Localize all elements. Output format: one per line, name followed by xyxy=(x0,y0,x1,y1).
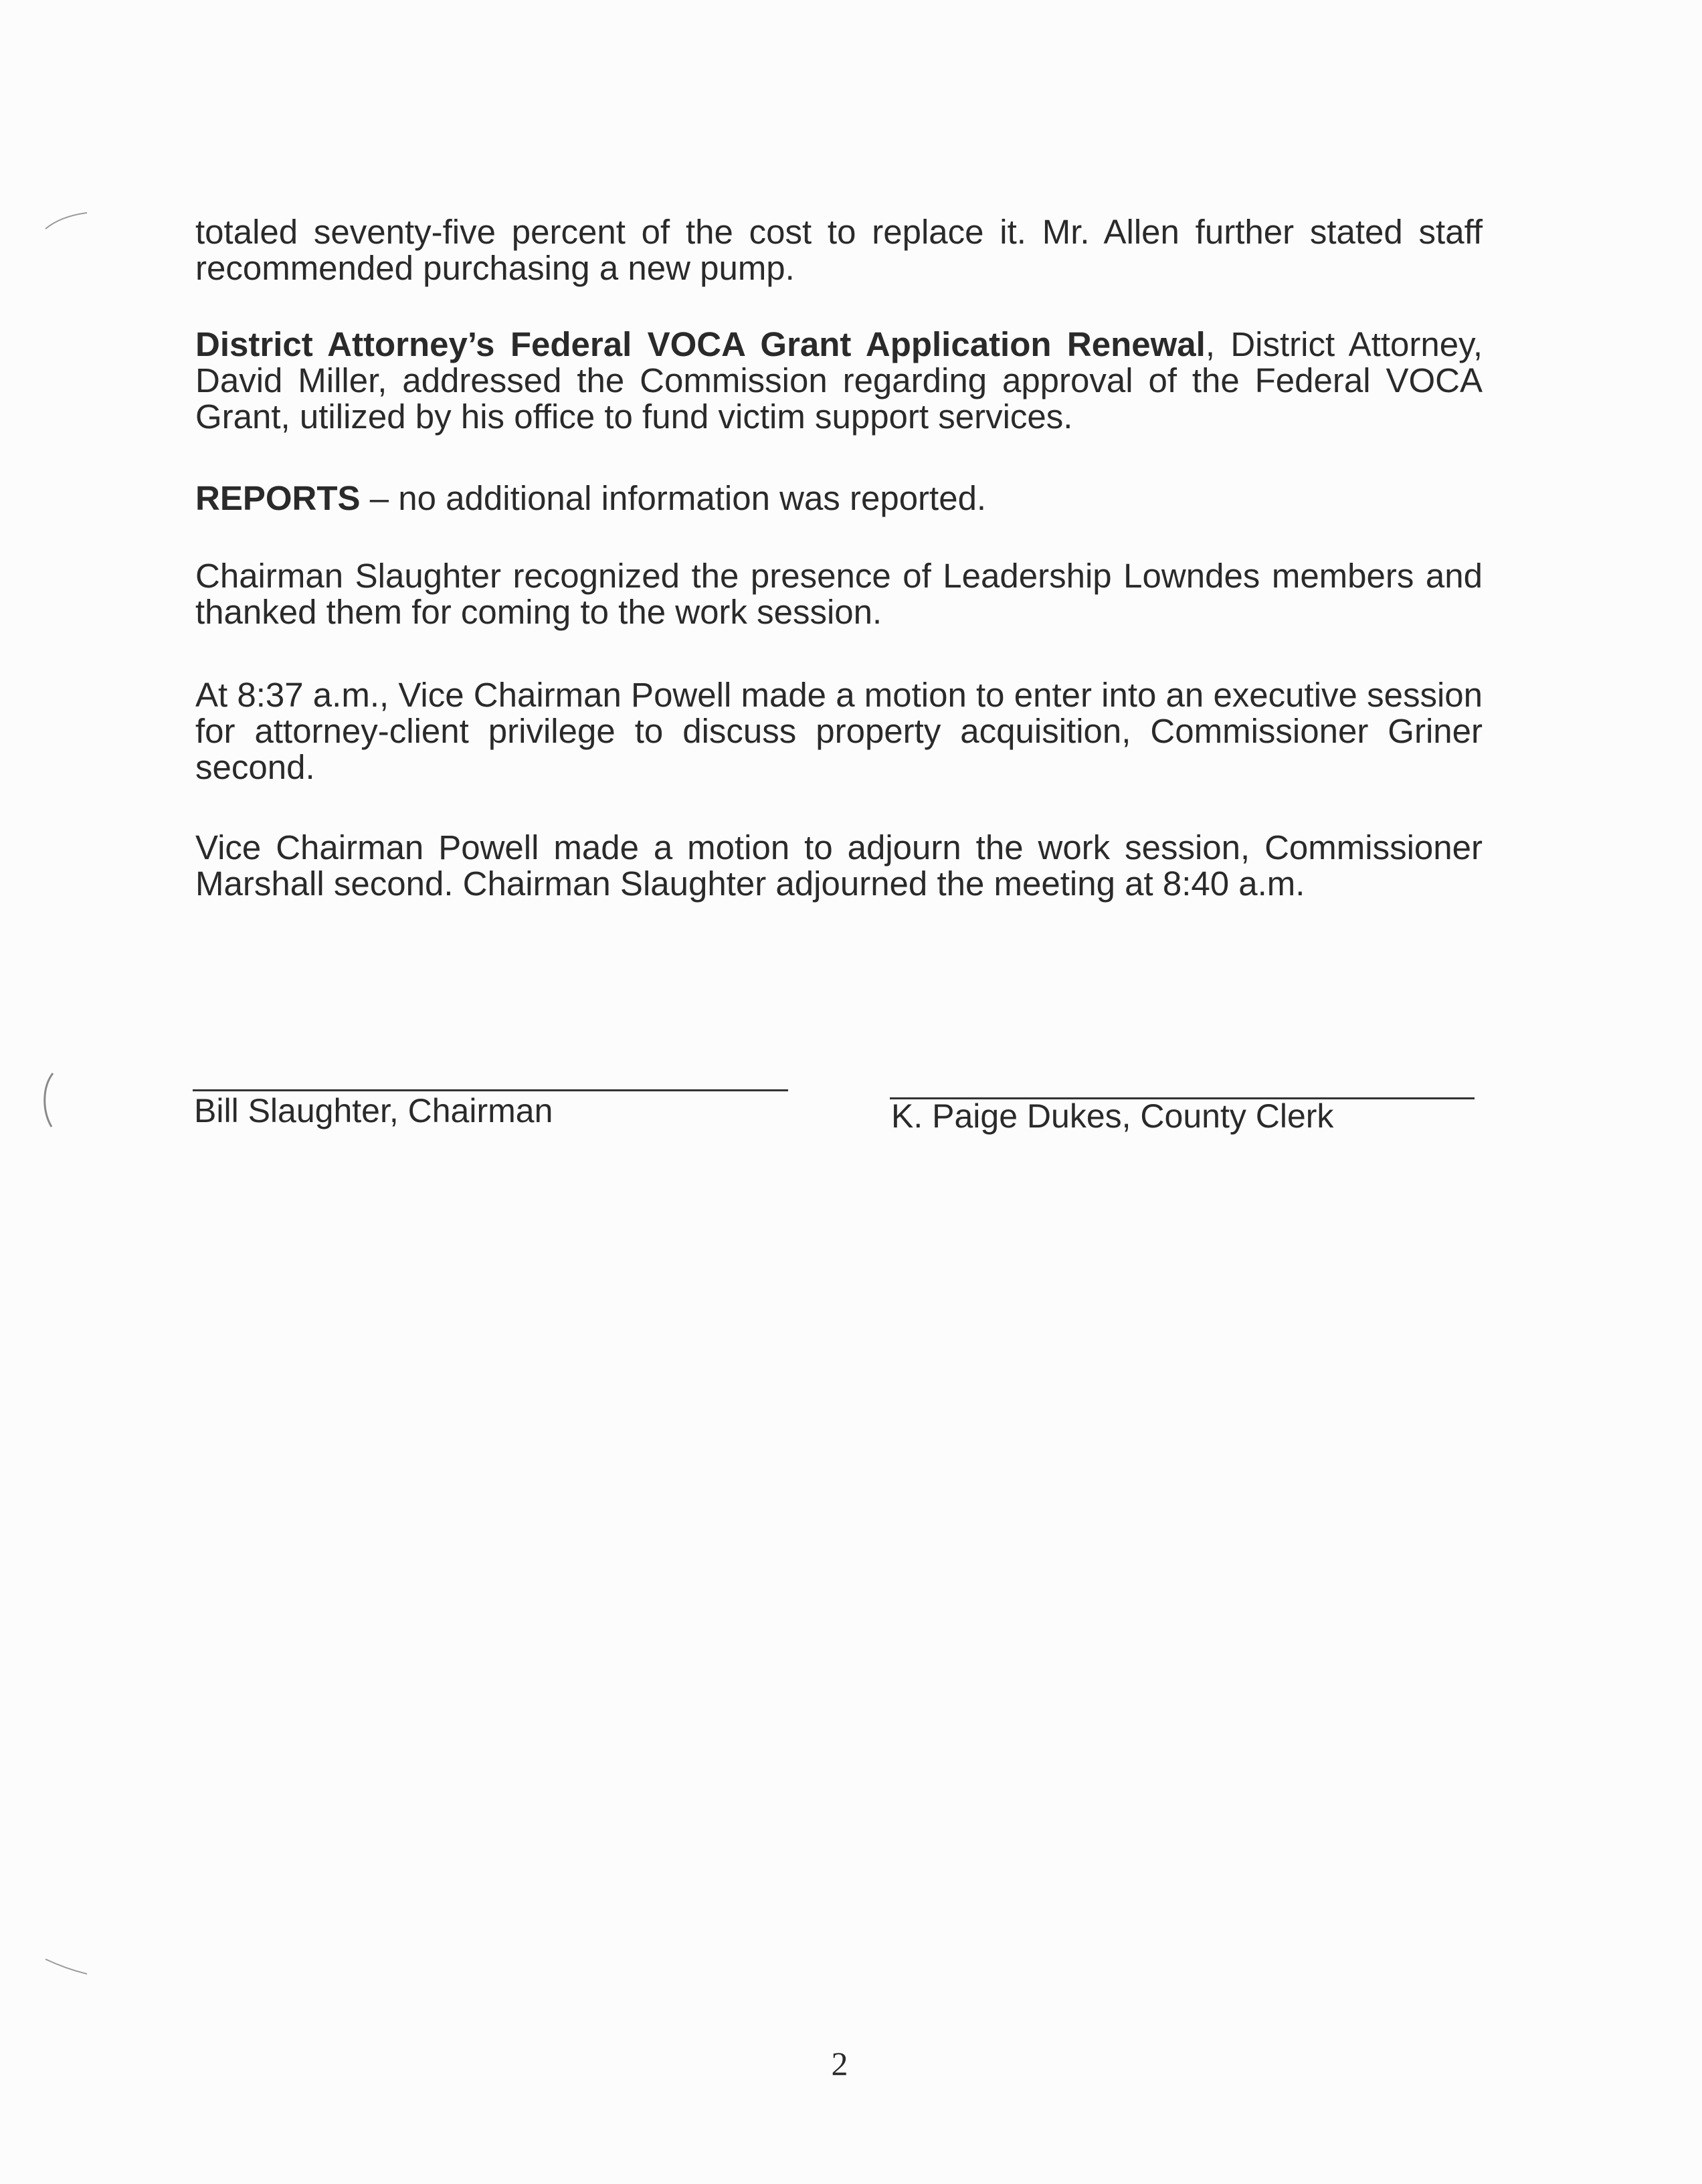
scan-mark-middle xyxy=(37,1071,64,1131)
paragraph-adjournment xyxy=(195,830,1483,902)
signature-name-chairman: Bill Slaughter, Chairman xyxy=(194,1092,553,1129)
paragraph-heading: REPORTS xyxy=(195,479,361,517)
paragraph-text: Vice Chairman Powell made a motion to adjourn the work session, Commissioner Marshall second. Chairman Slaughter adjourned the meeting at 8:40 a.m. xyxy=(195,828,1483,903)
paragraph-text: totaled seventy-five percent of the cost to replace it. Mr. Allen further stated staff recommended purchasing a new pump. xyxy=(195,213,1483,287)
paragraph-heading: District Attorney’s Federal VOCA Grant Application Renewal xyxy=(195,325,1206,363)
paragraph-text: – no additional information was reported. xyxy=(360,479,987,517)
paragraph-pump-cost xyxy=(195,214,1483,286)
paragraph-voca-grant xyxy=(195,327,1483,435)
signature-name-clerk: K. Paige Dukes, County Clerk xyxy=(891,1097,1334,1135)
signature-line-chairman xyxy=(193,1089,788,1091)
paragraph-leadership-lowndes xyxy=(195,558,1483,630)
scan-mark-bottom xyxy=(40,1954,94,1981)
page-number: 2 xyxy=(831,2045,848,2082)
paragraph-executive-session xyxy=(195,677,1483,786)
paragraph-text: , District Attorney, David Miller, addressed the Commission regarding approval of the Federal VOCA Grant, utilized by his office to fund victim support services. xyxy=(195,325,1483,436)
paragraph-reports xyxy=(195,480,1483,517)
paragraph-text: Chairman Slaughter recognized the presence of Leadership Lowndes members and thanked them for coming to the work session. xyxy=(195,557,1483,631)
scan-mark-top xyxy=(40,207,94,234)
paragraph-text: At 8:37 a.m., Vice Chairman Powell made a motion to enter into an executive session for attorney-client privilege to discuss property acquisition, Commissioner Griner second. xyxy=(195,676,1483,786)
